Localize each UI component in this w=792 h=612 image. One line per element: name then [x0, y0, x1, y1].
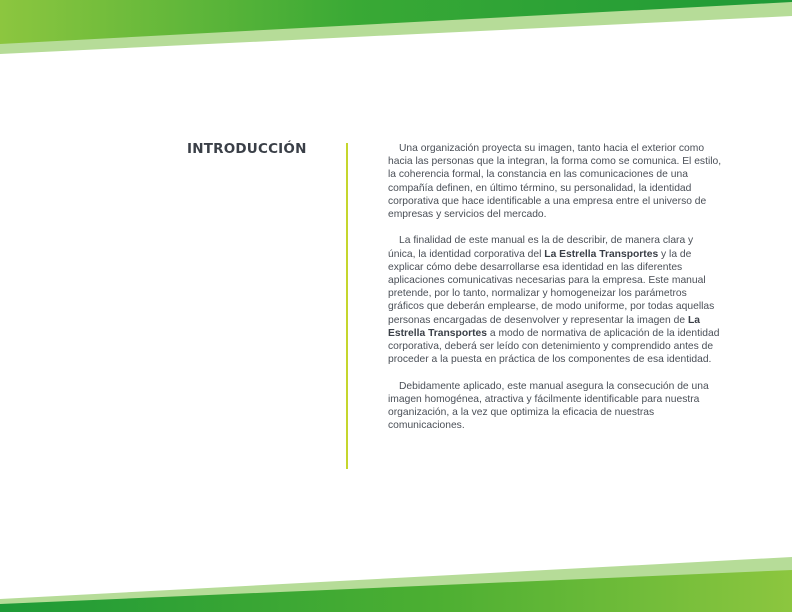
vertical-divider [346, 143, 348, 469]
intro-body [388, 142, 722, 446]
paragraph-2 [388, 234, 722, 366]
paragraph-1: Una organización proyecta su imagen, tanto hacia el exterior como hacia las personas que la integran, la forma como se comunica. El estilo, la coherencia formal, la constancia en las comunicaciones de una compañía definen, en último término, su personalidad, la identidad corporativa que hace identificable a una empresa entre el universo de empresas y servicios del mercado. [388, 143, 722, 221]
top-stripe [0, 0, 792, 54]
paragraph-2-text-c: a modo de normativa de aplicación de la identidad corporativa, deberá ser leído con detenimiento y comprendido antes de proceder a la puesta en práctica de los componentes de esa identidad. [388, 327, 720, 366]
paragraph-2-text-b: y la de explicar cómo debe desarrollarse esa identidad en las diferentes aplicaciones comunicativas necesarias para la empresa. Este manual pretende, por lo tanto, normalizar y homogeneizar los parámetros gráficos que deberán emplearse, de modo uniforme, por todas aquellas personas encargadas de desenvolver y representar la imagen de [388, 248, 715, 326]
brand-name: La Estrella Transportes [544, 248, 659, 260]
section-heading: INTRODUCCIÓN [187, 141, 307, 157]
brand-name: La Estrella Transportes [388, 314, 700, 339]
paragraph-3: Debidamente aplicado, este manual asegura la consecución de una imagen homogénea, atractiva y fácilmente identificable para nuestra organización, a la vez que optimiza la eficacia de nuestras comunicaciones. [388, 380, 709, 432]
paragraph-2-text-a: La finalidad de este manual es la de describir, de manera clara y única, la identidad corporativa del [388, 235, 694, 260]
bottom-stripe [0, 557, 792, 612]
